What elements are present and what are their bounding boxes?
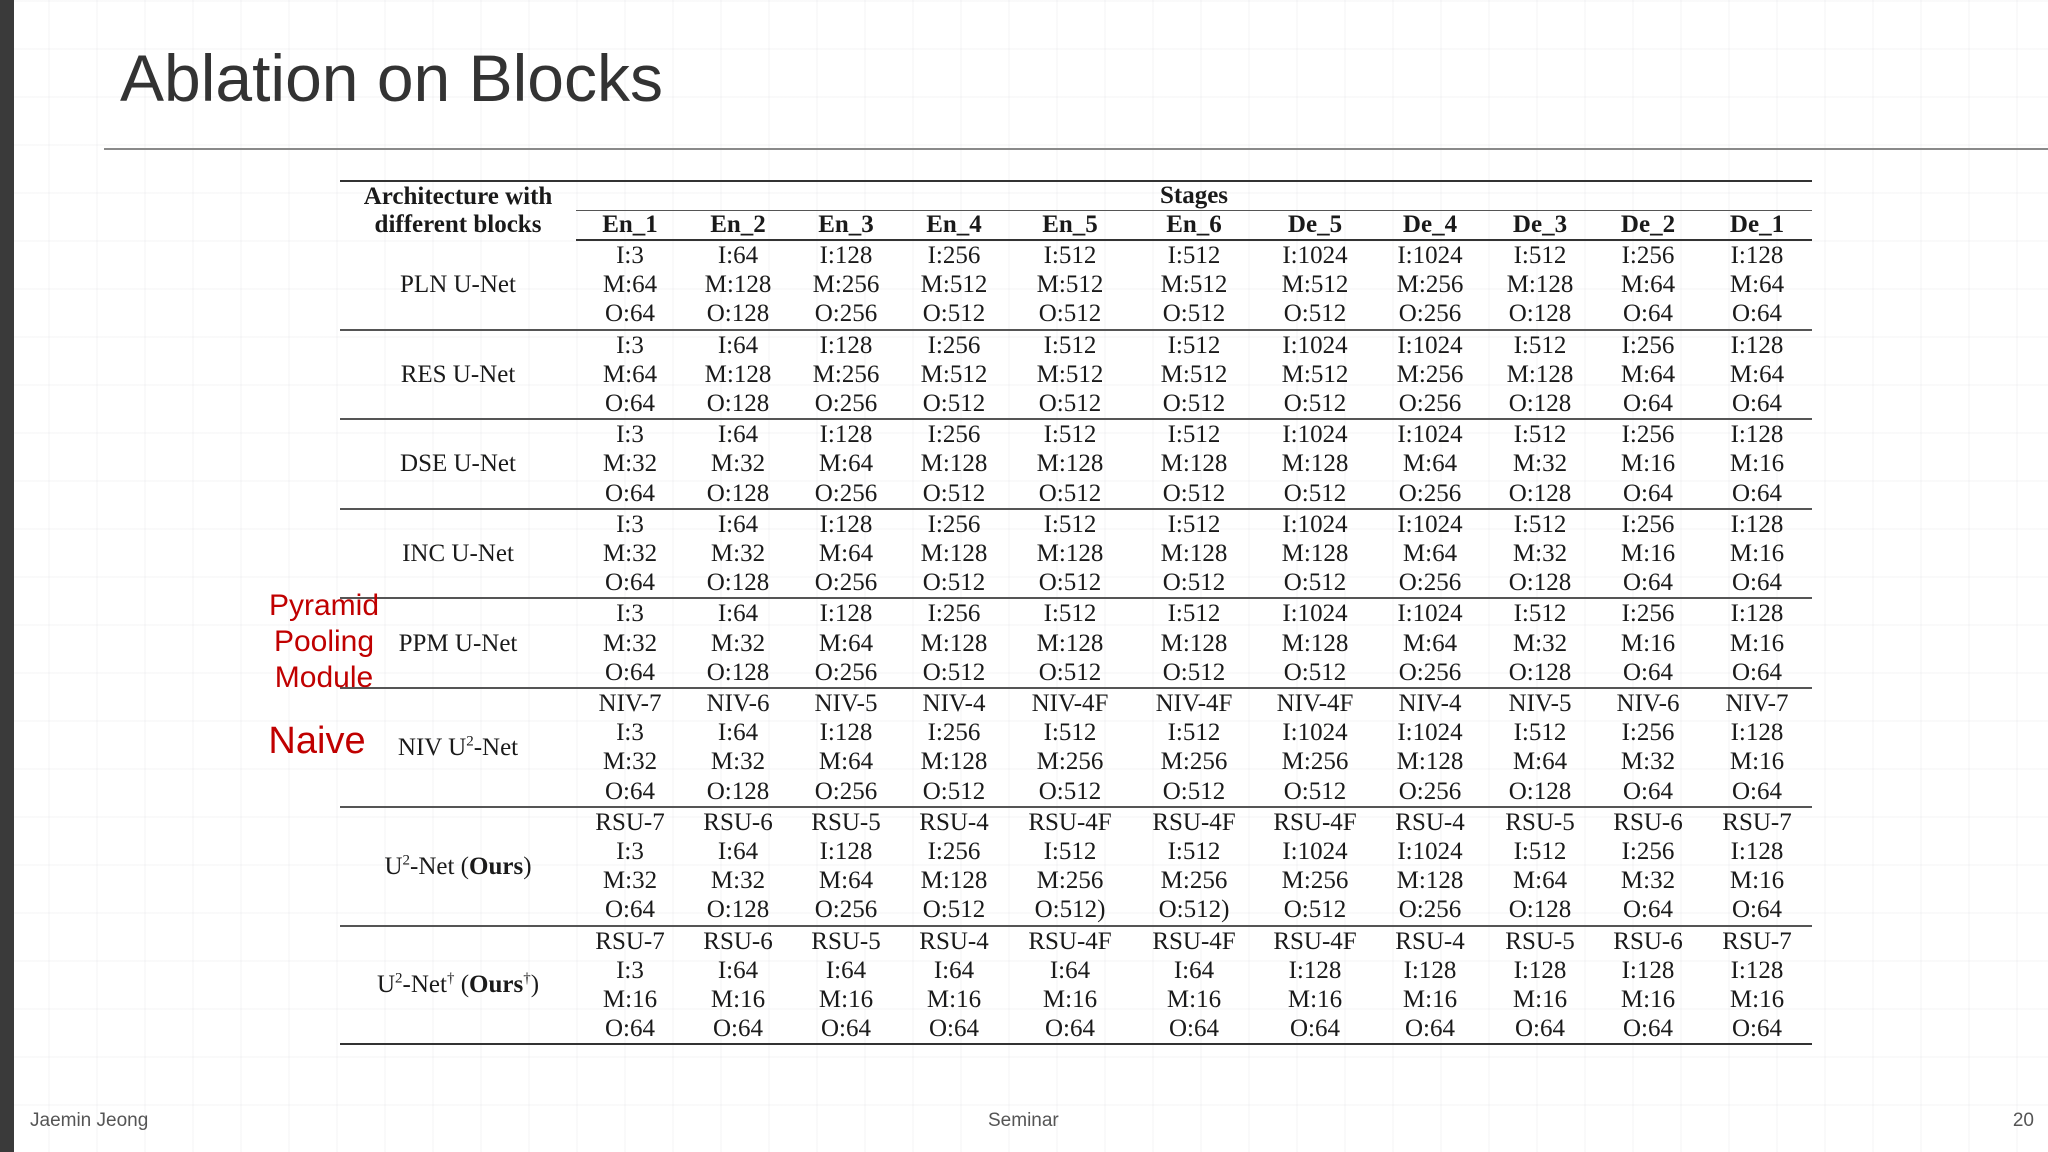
stage-cell: I:512 M:32 O:128	[1486, 419, 1594, 509]
stage-cell: I:3 M:64 O:64	[576, 240, 684, 330]
stage-cell: RSU-4 I:1024 M:128 O:256	[1374, 807, 1486, 926]
stage-cell: I:512 M:512 O:512	[1008, 330, 1132, 420]
stage-cell: NIV-6 I:64 M:32 O:128	[684, 688, 792, 807]
stage-cell: I:256 M:16 O:64	[1594, 509, 1702, 599]
architecture-name: $U^2-Net^\dagger$ (Ours†)	[340, 926, 576, 1045]
stage-cell: I:1024 M:64 O:256	[1374, 509, 1486, 599]
stage-cell: NIV-4F I:512 M:256 O:512	[1132, 688, 1256, 807]
table-row	[340, 926, 1812, 1045]
stage-cell: I:1024 M:128 O:512	[1256, 509, 1374, 599]
stage-cell: RSU-4F I:128 M:16 O:64	[1256, 926, 1374, 1045]
stage-cell: NIV-4 I:256 M:128 O:512	[900, 688, 1008, 807]
stage-cell: I:512 M:128 O:128	[1486, 240, 1594, 330]
stage-cell: I:256 M:128 O:512	[900, 419, 1008, 509]
stage-cell: I:512 M:128 O:512	[1008, 509, 1132, 599]
ablation-table-container	[340, 180, 1812, 1045]
stage-cell: RSU-4 I:64 M:16 O:64	[900, 926, 1008, 1045]
footer-author: Jaemin Jeong	[30, 1110, 149, 1131]
stage-cell: RSU-6 I:64 M:32 O:128	[684, 807, 792, 926]
stage-cell: I:128 M:64 O:256	[792, 509, 900, 599]
architecture-name: $U^2$-Net (Ours)	[340, 807, 576, 926]
stage-cell: RSU-5 I:512 M:64 O:128	[1486, 807, 1594, 926]
stage-cell: I:512 M:128 O:512	[1008, 419, 1132, 509]
stage-cell: RSU-4F I:512 M:256 O:512)	[1132, 807, 1256, 926]
stage-cell: RSU-5 I:128 M:64 O:256	[792, 807, 900, 926]
stage-cell: I:256 M:128 O:512	[900, 509, 1008, 599]
stage-cell: I:256 M:16 O:64	[1594, 419, 1702, 509]
stage-header-cell: De_1	[1702, 211, 1812, 241]
stage-cell: I:1024 M:64 O:256	[1374, 598, 1486, 688]
stage-cell: NIV-5 I:128 M:64 O:256	[792, 688, 900, 807]
slide-left-bar	[0, 0, 14, 1152]
stage-cell: I:3 M:32 O:64	[576, 419, 684, 509]
stage-cell: I:1024 M:256 O:256	[1374, 330, 1486, 420]
stage-cell: I:128 M:256 O:256	[792, 240, 900, 330]
stage-cell: RSU-4 I:128 M:16 O:64	[1374, 926, 1486, 1045]
stage-header-cell: En_4	[900, 211, 1008, 241]
stage-cell: NIV-7 I:128 M:16 O:64	[1702, 688, 1812, 807]
architecture-name: PPM U-Net	[340, 598, 576, 688]
stage-cell: I:256 M:512 O:512	[900, 330, 1008, 420]
stage-header-cell: En_3	[792, 211, 900, 241]
stage-header-cell: De_2	[1594, 211, 1702, 241]
stage-cell: I:512 M:32 O:128	[1486, 598, 1594, 688]
stage-cell: I:1024 M:128 O:512	[1256, 598, 1374, 688]
stage-cell: I:128 M:16 O:64	[1702, 509, 1812, 599]
stage-cell: RSU-4 I:256 M:128 O:512	[900, 807, 1008, 926]
table-row	[340, 240, 1812, 330]
stage-cell: I:3 M:32 O:64	[576, 598, 684, 688]
stage-cell: I:128 M:256 O:256	[792, 330, 900, 420]
stage-cell: I:64 M:128 O:128	[684, 330, 792, 420]
architecture-name: PLN U-Net	[340, 240, 576, 330]
stage-cell: I:128 M:64 O:256	[792, 598, 900, 688]
stage-cell: NIV-4 I:1024 M:128 O:256	[1374, 688, 1486, 807]
stage-cell: I:256 M:16 O:64	[1594, 598, 1702, 688]
stage-header-cell: En_2	[684, 211, 792, 241]
stage-cell: NIV-6 I:256 M:32 O:64	[1594, 688, 1702, 807]
table-row	[340, 419, 1812, 509]
stage-cell: NIV-4F I:512 M:256 O:512	[1008, 688, 1132, 807]
stage-cell: RSU-7 I:128 M:16 O:64	[1702, 926, 1812, 1045]
stage-cell: I:1024 M:512 O:512	[1256, 240, 1374, 330]
stage-cell: I:512 M:512 O:512	[1008, 240, 1132, 330]
stage-header-cell: De_5	[1256, 211, 1374, 241]
stage-cell: I:128 M:64 O:64	[1702, 330, 1812, 420]
architecture-name: NIV $U^2$-Net	[340, 688, 576, 807]
stage-cell: I:256 M:64 O:64	[1594, 330, 1702, 420]
stage-cell: I:64 M:32 O:128	[684, 598, 792, 688]
stage-header-cell: De_3	[1486, 211, 1594, 241]
stage-cell: I:256 M:512 O:512	[900, 240, 1008, 330]
slide-title: Ablation on Blocks	[120, 41, 663, 115]
stage-cell: RSU-5 I:64 M:16 O:64	[792, 926, 900, 1045]
table-row	[340, 509, 1812, 599]
stage-cell: RSU-6 I:128 M:16 O:64	[1594, 926, 1702, 1045]
title-divider	[104, 148, 2048, 150]
stage-header-cell: De_4	[1374, 211, 1486, 241]
stage-cell: I:64 M:32 O:128	[684, 419, 792, 509]
stage-cell: I:128 M:16 O:64	[1702, 598, 1812, 688]
architecture-header: Architecture with different blocks	[340, 181, 576, 240]
stage-cell: NIV-7 I:3 M:32 O:64	[576, 688, 684, 807]
stage-cell: I:3 M:64 O:64	[576, 330, 684, 420]
naive-annotation: Naive	[268, 720, 366, 762]
ablation-table	[340, 180, 1812, 1045]
stage-cell: RSU-4F I:64 M:16 O:64	[1008, 926, 1132, 1045]
table-body	[340, 240, 1812, 1044]
stage-cell: I:512 M:128 O:512	[1008, 598, 1132, 688]
table-row	[340, 598, 1812, 688]
stage-cell: RSU-7 I:3 M:32 O:64	[576, 807, 684, 926]
stage-cell: RSU-7 I:3 M:16 O:64	[576, 926, 684, 1045]
stage-cell: I:128 M:16 O:64	[1702, 419, 1812, 509]
stage-cell: RSU-5 I:128 M:16 O:64	[1486, 926, 1594, 1045]
architecture-name: DSE U-Net	[340, 419, 576, 509]
stage-cell: I:512 M:128 O:512	[1132, 598, 1256, 688]
footer-event: Seminar	[988, 1110, 1059, 1131]
stage-cell: NIV-4F I:1024 M:256 O:512	[1256, 688, 1374, 807]
table-row	[340, 688, 1812, 807]
stage-cell: I:1024 M:64 O:256	[1374, 419, 1486, 509]
stage-cell: I:1024 M:512 O:512	[1256, 330, 1374, 420]
pyramid-pooling-module-annotation: Pyramid Pooling Module	[268, 589, 380, 694]
stage-cell: RSU-7 I:128 M:16 O:64	[1702, 807, 1812, 926]
stage-cell: RSU-6 I:64 M:16 O:64	[684, 926, 792, 1045]
stage-cell: NIV-5 I:512 M:64 O:128	[1486, 688, 1594, 807]
stage-header-cell: En_5	[1008, 211, 1132, 241]
table-row	[340, 330, 1812, 420]
stage-cell: I:128 M:64 O:64	[1702, 240, 1812, 330]
architecture-name: INC U-Net	[340, 509, 576, 599]
stage-header-cell: En_1	[576, 211, 684, 241]
stage-cell: I:1024 M:128 O:512	[1256, 419, 1374, 509]
architecture-name: RES U-Net	[340, 330, 576, 420]
stage-cell: I:1024 M:256 O:256	[1374, 240, 1486, 330]
stage-cell: RSU-4F I:64 M:16 O:64	[1132, 926, 1256, 1045]
stage-cell: RSU-4F I:1024 M:256 O:512	[1256, 807, 1374, 926]
stage-cell: I:64 M:32 O:128	[684, 509, 792, 599]
stage-cell: RSU-4F I:512 M:256 O:512)	[1008, 807, 1132, 926]
stage-cell: I:512 M:32 O:128	[1486, 509, 1594, 599]
stage-cell: I:512 M:128 O:128	[1486, 330, 1594, 420]
table-row	[340, 807, 1812, 926]
stage-cell: I:256 M:64 O:64	[1594, 240, 1702, 330]
stage-cell: RSU-6 I:256 M:32 O:64	[1594, 807, 1702, 926]
stage-cell: I:512 M:128 O:512	[1132, 419, 1256, 509]
stage-cell: I:3 M:32 O:64	[576, 509, 684, 599]
stage-cell: I:512 M:128 O:512	[1132, 509, 1256, 599]
stage-cell: I:512 M:512 O:512	[1132, 330, 1256, 420]
footer-page-number: 20	[2012, 1110, 2034, 1131]
stages-header: Stages	[576, 181, 1812, 211]
stage-cell: I:256 M:128 O:512	[900, 598, 1008, 688]
stage-header-cell: En_6	[1132, 211, 1256, 241]
stage-cell: I:64 M:128 O:128	[684, 240, 792, 330]
stage-cell: I:512 M:512 O:512	[1132, 240, 1256, 330]
stage-cell: I:128 M:64 O:256	[792, 419, 900, 509]
